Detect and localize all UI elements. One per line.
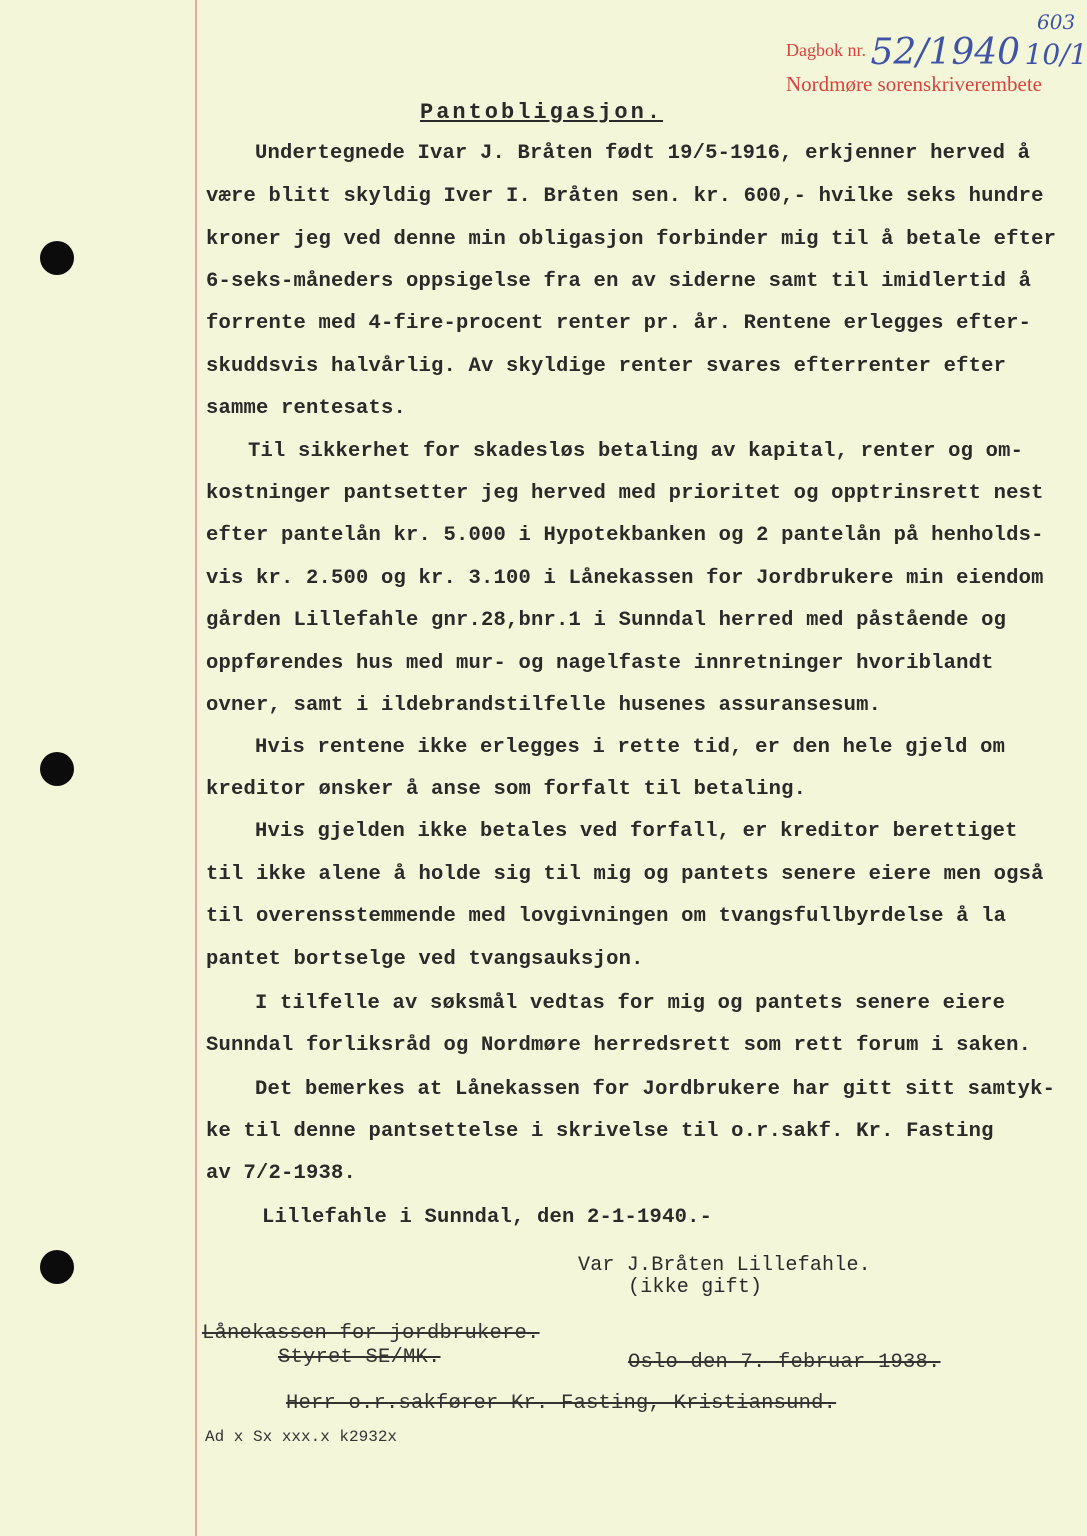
body-line: pantet bortselge ved tvangsauksjon. [206, 948, 644, 971]
document-title: Pantobligasjon. [420, 100, 664, 125]
body-line: ke til denne pantsettelse i skrivelse til o.r.sakf. Kr. Fasting [206, 1120, 994, 1143]
body-line: til overensstemmende med lovgivningen om tvangsfullbyrdelse å la [206, 905, 1007, 928]
body-line: forrente med 4-fire-procent renter pr. år. Rentene erlegges efter- [206, 312, 1032, 335]
stamp-label: Dagbok nr. [786, 40, 866, 60]
body-line: av 7/2-1938. [206, 1162, 357, 1185]
body-line: Sunndal forliksråd og Nordmøre herredsrett som rett forum i saken. [206, 1034, 1032, 1057]
punch-hole [40, 1250, 74, 1284]
body-line: 6-seks-måneders oppsigelse fra en av siderne samt til imidlertid å [206, 270, 1032, 293]
body-line: Undertegnede Ivar J. Bråten født 19/5-1916, erkjenner herved å [255, 142, 1031, 165]
body-line: Hvis gjelden ikke betales ved forfall, er kreditor berettiget [255, 820, 1018, 843]
punch-hole [40, 752, 74, 786]
page-number: 603 [1037, 10, 1076, 34]
body-line: I tilfelle av søksmål vedtas for mig og pantets senere eiere [255, 992, 1006, 1015]
body-line: Det bemerkes at Lånekassen for Jordbrukere har gitt sitt samtyk- [255, 1078, 1056, 1101]
struck-line: Oslo den 7. februar 1938. [628, 1351, 941, 1374]
body-line: oppførendes hus med mur- og nagelfaste innretninger hvoriblandt [206, 652, 994, 675]
signature-note: (ikke gift) [628, 1276, 763, 1299]
body-line: efter pantelån kr. 5.000 i Hypotekbanken og 2 pantelån på henholds- [206, 524, 1044, 547]
body-line: samme rentesats. [206, 397, 407, 420]
body-line: være blitt skyldig Iver I. Bråten sen. kr. 600,- hvilke seks hundre [206, 185, 1044, 208]
struck-line: Styret SE/MK. [278, 1346, 441, 1369]
body-line: gården Lillefahle gnr.28,bnr.1 i Sunndal herred med påstående og [206, 609, 1007, 632]
place-date-line: Lillefahle i Sunndal, den 2-1-1940.- [262, 1206, 713, 1229]
signature-name: Var J.Bråten Lillefahle. [578, 1254, 871, 1277]
body-line: kreditor ønsker å anse som forfalt til betaling. [206, 778, 807, 801]
body-line: vis kr. 2.500 og kr. 3.100 i Lånekassen for Jordbrukere min eiendom [206, 567, 1044, 590]
body-line: Til sikkerhet for skadesløs betaling av kapital, renter og om- [248, 440, 1024, 463]
marginal-note: Ad x Sx xxx.x k2932x [205, 1428, 398, 1446]
body-line: kostninger pantsetter jeg herved med prioritet og opptrinsrett nest [206, 482, 1044, 505]
struck-line: Lånekassen for jordbrukere. [202, 1322, 540, 1345]
stamp-handwritten-date: 10/1 [1024, 38, 1087, 71]
margin-rule [195, 0, 197, 1536]
body-line: til ikke alene å holde sig til mig og pantets senere eiere men også [206, 863, 1044, 886]
body-line: skuddsvis halvårlig. Av skyldige renter svares efterrenter efter [206, 355, 1007, 378]
struck-line: Herr o.r.sakfører Kr. Fasting, Kristiansund. [286, 1392, 837, 1415]
body-line: ovner, samt i ildebrandstilfelle husenes assuransesum. [206, 694, 882, 717]
body-line: kroner jeg ved denne min obligasjon forbinder mig til å betale efter [206, 228, 1057, 251]
punch-hole [40, 241, 74, 275]
body-line: Hvis rentene ikke erlegges i rette tid, er den hele gjeld om [255, 736, 1006, 759]
stamp-office: Nordmøre sorenskriverembete [786, 72, 1042, 96]
stamp-handwritten-number: 52/1940 [870, 32, 1021, 73]
registry-stamp [786, 10, 1087, 104]
